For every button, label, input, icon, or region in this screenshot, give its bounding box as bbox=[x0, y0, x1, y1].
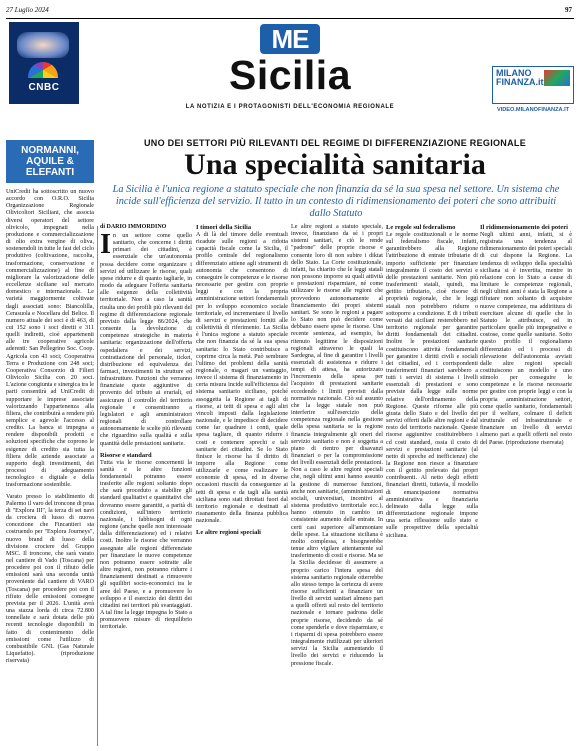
page-number: 97 bbox=[565, 6, 572, 14]
article-column-5 bbox=[480, 224, 572, 447]
article-column-4 bbox=[386, 224, 478, 540]
article-column-1 bbox=[100, 224, 192, 631]
column-divider bbox=[97, 226, 98, 746]
section-text: Tutta via le risorse concernenti la sanità e le altre funzioni fondamentali potranno essere trasferite alle regioni soltanto dopo che sarà proceduto a stabilire gli standard qualitativi e quantitativi che dovranno essere garantiti, a parità di condizioni, sull'intero territorio nazionale, i fabbisogni di ogni regione (anche quelle non interessate dalla differenziazione) ed i relativi costi. Inoltre le risorse che verranno assegnate alle regioni differenziate per finanziare le nuove competenze non potranno essere sottratte alle altre regioni, non potranno ridurre i finanziamenti destinati a rimuovere gli squilibri socio-economici tra le aree del Paese, e a promuovere lo sviluppo e il esercizio dei diritti dei cittadini nei territori più svantaggiati. A tal fine la legge impegna lo Stato a promuovere misure di riequilibrio territoriale. bbox=[100, 459, 192, 631]
milanofinanza-logo bbox=[496, 69, 544, 87]
peacock-logo-icon bbox=[28, 62, 58, 78]
byline: di DARIO IMMORDINO bbox=[100, 224, 167, 230]
section-heading: Le altre regioni speciali bbox=[196, 529, 261, 537]
header-rule bbox=[6, 18, 574, 19]
page-header bbox=[0, 0, 580, 22]
section-text: Le regole costituzionali e le norme sul federalismo fiscale, infatti, garantirebbero alla Regione l'attribuzione di entrate tributarie di importo sufficiente per finanziare integralmente il costo dei servizi e delle prestazioni sanitarie. Non più trasferimenti statali, quindi, ma gettito tributario, cioè risorse di proprietà regionale, che le leggi statali non potrebbero ridurre o sottoporre a condizione. E di i tributi versati dai siciliani resterebbero nel territorio regionale per garantire diritti fondamentali dei cittadini. Inoltre le prestazioni sanitarie costituiscono attività fondamentali per garantire i diritti civili e sociali dei cittadini, ed i corrispondenti trasferimenti finanziari sarebbero a tutti i servizi di sistema i livelli essenziali di prestazioni e sono previste dalla legge sulle norme relative dell'ordinamento della Regione. Queste riforme alle più giusta dello Stato e del livello dei servizi offerti dalle altre regioni e dal resto del territorio nazionale. Queste risorse aggiuntive costituirebbero i cd costi standard, ossia il costo di servizi e prestazioni sanitarie (al netto di spreche ed inefficienze) che la Regione non riesce a finanziare con il gettito prelevato dai propri contribuenti. Al netto degli effetti finanziari diretti, tuttavia, il modello di emancipazione normativa amministrativa e finanziaria delineato dalla legge sulla differenziazione regionale impone una seria riflessione sullo stato e sulle prospettive della specialità siciliana. bbox=[386, 232, 478, 539]
lead-text: n un settore come quello sanitario, che concerne i diritti primari dei cittadini, è essenziale che un'autonomia possa decidere come organizzare i servizi ed utilizzare le risorse, quali spese ridurre e di quanto tagliarle, in modo da adeguare l'offerta sanitaria alle esigenze della collettività territoriale. Non a caso la sanità risulta uno dei profili più rilevanti del regime di differenziazione regionale previsto dalla legge 86/2024, che consente la devoluzione di competenze strategiche in materia sanitaria: organizzazione dell'offerta ospedaliera e dei servizi, contrattazione del personale, ticket, distribuzione ed equivalenza dei farmaci, investimenti in strutture ed infrastrutture. Funzioni che verranno finanziate quote aggiuntive di provento del tributo ai erariali, ed assicurare il controllo del territorio regionale e consentiranno a legislatori e agli amministratori regionali di controllare autonomamente le scelte più rilevanti che riguardino sulla qualità e sulla quantità delle prestazioni sanitarie. bbox=[100, 233, 192, 447]
sidebar-item: Varato presso lo stabilimento di Palermo il varo del troncone di prua di "Explora III", la terza di sei navi da crociera di lusso di nuova concezione che Fincantieri sta costruendo per "Explora Journeys", nuovo brand di lusso della divisione crociere del Gruppo MSC. Il troncone, che sarà varato nel cantiere di Vado (Toscana) per procedere poi con il rifiuto delle emissioni sarà una seconda unità proveniente dal cantiere di VARO (Toscana) per procedere poi con il rifiuto delle emissioni consegne prevista per il 2026. L'unità avrà una stazza lorda di circa 72.800 tonnellate e sarà dotata delle più recenti tecnologie disponibili in fatto di contenimento delle emissioni come l'utilizzo di combustibile GNL (Gas Naturale Liquefatto). (riproduzione riservata) bbox=[6, 493, 94, 665]
sidebar-title-box: NORMANNI, AQUILE & ELEFANTI bbox=[6, 140, 94, 183]
section-heading: Il ridimensionamento dei poteri bbox=[480, 224, 568, 231]
section-text: A di là del timore delle eventuali ricadute sulle regioni a ridotta capacità fiscale come la Sicilia, il profilo centrale del regionalismo differenziato attiene agli strumenti di autonomia che consentono di conseguire le competenze e le risorse necessarie per gestire con proprie leggi e con la propria amministrazione settori fondamentali per lo sviluppo economico sociale territoriale, ed incrementare il livello di servizi e prestazioni forniti alle collettività di riferimento. La Sicilia è l'unica regione a statuto speciale che non finanzia da sé la sua spesa sanitaria: lo Stato contribuisce a coprirne circa la metà. Può sembrare l'ultimo dei problemi della sanità regionale, o magari un vantaggio, invece il sistema di finanziamento in certa misura incide sull'efficienza del sistema sanitario siciliano, poiché assoggetta la Regione ai tagli di risorse, ai tetti di spesa e agli altri vincoli imposti dalla legislazione nazionale, e le impedisce di decidere come far quadrare i conti, quale spesa tagliare, di quanto ridurre i costi e contenere sprechi e tali sanitarie dei cittadini. Se lo Stato finisce le risorse ha il diritto di imporre alla Regione come utilizzarle e come realizzare le economie di spesa, ed in diverse occasioni riusciti da conseguenze ai tetti di spesa e da tagli alla sanità siciliana sono stati dirottati fuori dal territorio regionale e destinati al risanamento della finanza pubblica nazionale. bbox=[196, 232, 288, 525]
section-heading: Risorse e standard bbox=[100, 451, 152, 459]
section-text: Negli ultimi anni, infatti, si è registrata una tendenza al ridimensionamento dei poteri speciali di cui dispone la Regione. La tendenza di sviluppo della specialità siciliana si è invertita, mentre in relazione con lo Stato a cause di limitare le competenze regionali, negli ultimi anni è stata la Regione a rifiutare non soltanto di acquisire nuove competenze, ma addirittura di esercitare alcune di quelle che lo Statuto le attribuisce, ed in particolare quelle più impegnative e costose, come quelle sanitarie. Sotto questo profilo il regionalismo differenziato ed i processi di rilevazione dell'autonomia avviati dalle altre regioni speciali costituiscono un modello e uno stimolo per conseguire le competenze e le risorse necessarie per gestire con proprie leggi e con la propria amministrazione settori, come quello sanitario, fondamentali per il welfare, colmare il deficit strutturale ed infrastrutturale e finanziare un livello di servizi almeno pari a quelli offerti nel resto del Paese. (riproduzione riservata) bbox=[480, 232, 572, 446]
article-column-2 bbox=[196, 224, 288, 537]
article-column-3 bbox=[291, 224, 383, 668]
issue-date: 27 Luglio 2024 bbox=[6, 6, 49, 14]
masthead bbox=[100, 22, 480, 114]
brand-line2: FINANZA.it bbox=[496, 77, 544, 87]
drop-cap: I bbox=[100, 229, 111, 260]
cnbc-logo: CNBC bbox=[28, 82, 60, 93]
ad-image bbox=[17, 32, 69, 58]
article-summary: La Sicilia è l'unica regione a statuto speciale che non finanzia da sé la sua spesa nel settore. Un sistema che incide sull'efficienza del servizio. Il tutto in un contesto di ridimensionamento dei poteri che sono attribuiti dallo Statuto bbox=[112, 184, 560, 219]
section-heading: Le regole sul federalismo bbox=[386, 224, 456, 231]
section-text: Le altre regioni a statuto speciale, invece, finanziano da sé i propri sistemi sanitari, e ciò le rende "padrone" delle proprie risorse e consente loro di non subire i diktat dello Stato. La Corte costituzionale, infatti, ha chiarito che le leggi statali non possono imporre su quali attività e prestazioni risparmiare, né come utilizzare le risorse alle regioni che provvedono autonomamente al finanziamento dei propri sistemi sanitari. Se sono le regioni a pagare lo Stato non può decidere come debbano essere spese le risorse. Una recente sentenza, ad esempio, ha ritenuto legittime le disposizioni regionali attraverso le quali la Sardegna, al fine di garantire i livelli essenziali di assistenza e ridurre i tempi di attesa, ha autorizzato l'incremento della spesa per l'acquisto di prestazioni sanitarie eccedendo i limiti previsti dalla normativa nazionale. Ciò sul assunto che la legge statale non può interferire sull'esercizio della competenza regionale nella gestione della spesa sanitaria se la regione finanzia integralmente gli oneri del servizio sanitario e non è soggetta a piano di rientro per disavanzi finanziari o per la compromissione dei livelli essenziali delle prestazioni. Non a caso le altre regioni speciali che, negli ultimi anni hanno assunto la gestione di numerose funzioni, anche non sanitarie, (amministrazioni sociali, universitari, incentivi al sistema produttivo territoriale ecc.), hanno ottenuto in cambio un consistente aumento delle entrate. In certi casi superiore all'ammontare delle spese. La situazione siciliana è molto complessa, e bisognerebbe tenue altro vigilare attentamente sul trasferimento di costi e risorse. Ma se la Sicilia decidesse di assumere a proprio carico l'intera spesa del sistema sanitario regionale otterrebbe allo stesso tempo la certezza di avere risorse sufficienti a finanziare un livello di servizi sanitari almeno pari a quelli offerti sul resto del territorio nazionale e tornare padrona delle proprie risorse, decidendo da sé come spenderle e dove risparmiare, e i risparmi di spesa potrebbero essere integralmente riutilizzati per ulteriori servizi la Sicilia aumentando il livello dei servizi e riducendo la pressione fiscale. bbox=[291, 224, 383, 667]
cnbc-ad[interactable] bbox=[9, 22, 79, 104]
article-kicker: UNO DEI SETTORI PIÙ RILEVANTI DEL REGIME DI DIFFERENZIAZIONE REGIONALE bbox=[143, 138, 527, 148]
sidebar-item: UniCredit ha sottoscritto un nuovo accordo con O.R.O. Sicilia Organizzazione Regionale Olivicoltori Siciliani, che associa diversi operatori del settore olivicolo, impegnati nella produzione e commercializzazione di olio extra vergine di oliva, sostenendoli in tutte le fasi del ciclo produttivo (coltivazione, raccolta, trasformazione, conservazione e commercializzazione) al fine di migliorare la valorizzazione delle eccellenze siciliane sul mercato domestico e internazionale. Le varietà maggiormente coltivate dagli associati sono: Biancolilla, Cerasuola e Nocellara del Belice. Il numero attuale dei soci è di 463, di cui 152 sono i soci diretti e 311 quelli indiretti, cioè appartenenti alle tre cooperative agricole aderenti: San Pellegrino Soc. Coop. Agricola con 43 soci; Cooperativa Terra e Produzione con 248 soci; Cooperativa Consorzio di Filieri Olivicolo Sicilia con 20 soci. L'azione congiunta e sinergica tra le parti consentirà ad UniCredit di supportare le imprese associate valorizzando l'appartenenza alla filiera, che contribuirà a rendere più semplice e agevole l'accesso al credito. La banca si impegna a rendere disponibili prodotti e soluzioni specifiche che coprono le esigenze di credito sia tutta la filiera delle aziende associate a supporto degli investimenti, dei processi di adeguamento tecnologico e digitale e della trasformazione sostenibile. bbox=[6, 189, 94, 489]
ad-url[interactable]: VIDEO.MILANOFINANZA.IT bbox=[496, 107, 570, 113]
milanofinanza-ad[interactable] bbox=[492, 66, 574, 113]
article-headline: Una specialità sanitaria bbox=[184, 148, 486, 181]
section-title: Sicilia bbox=[228, 52, 351, 98]
tv-screen-icon bbox=[544, 70, 570, 86]
masthead-tagline: LA NOTIZIA E I PROTAGONISTI DELL'ECONOMIA REGIONALE bbox=[185, 104, 395, 110]
lead-paragraph bbox=[100, 229, 192, 448]
me-logo: ME bbox=[260, 24, 320, 54]
section-heading: I timori della Sicilia bbox=[196, 224, 252, 231]
brand-line1: MILANO bbox=[496, 68, 532, 78]
sidebar bbox=[6, 140, 94, 665]
